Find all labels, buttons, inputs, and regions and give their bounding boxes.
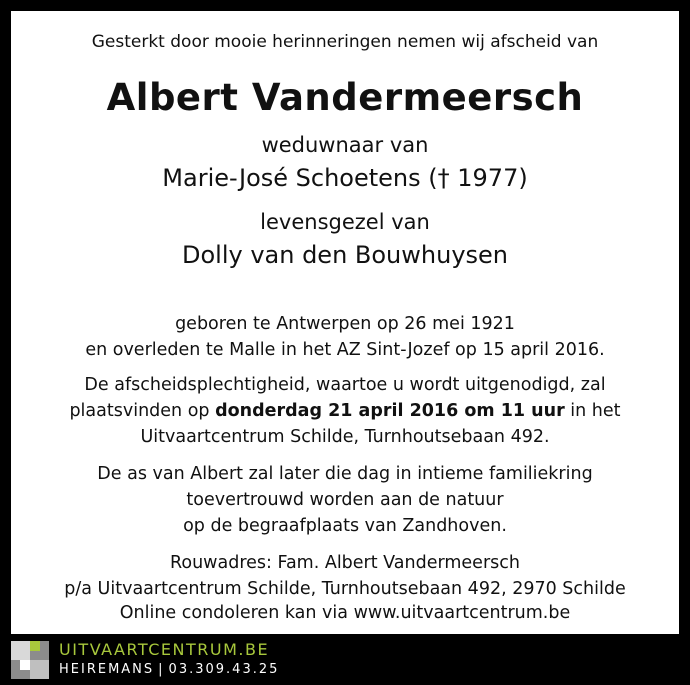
ashes-text-line: toevertrouwd worden aan de natuur [186, 490, 504, 510]
ashes-text-line: De as van Albert zal later die dag in intieme familiekring [97, 464, 593, 484]
separator: | [158, 662, 165, 677]
footer-bar [0, 634, 690, 685]
ceremony-post: in het [564, 401, 621, 421]
ceremony-date: donderdag 21 april 2016 om 11 uur [215, 401, 565, 421]
late-wife-name: Marie-José Schoetens († 1977) [162, 164, 528, 192]
relation-partner: levensgezel van [260, 210, 430, 234]
mourning-address-line: p/a Uitvaartcentrum Schilde, Turnhoutsebaan 492, 2970 Schilde [64, 579, 626, 599]
intro-text: Gesterkt door mooie herinneringen nemen wij afscheid van [91, 32, 599, 52]
relation-widower: weduwnaar van [261, 133, 429, 157]
ceremony-location-line: Uitvaartcentrum Schilde, Turnhoutsebaan 492. [140, 427, 550, 447]
partner-name: Dolly van den Bouwhuysen [181, 241, 508, 269]
mourning-address-line: Rouwadres: Fam. Albert Vandermeersch [170, 553, 520, 573]
ashes-text-line: op de begraafplaats van Zandhoven. [183, 516, 507, 536]
ceremony-text-line: De afscheidsplechtigheid, waartoe u wordt uitgenodigd, zal [84, 375, 606, 395]
company-info [59, 662, 279, 677]
condolence-link-line: Online condoleren kan via www.uitvaartcentrum.be [119, 603, 571, 623]
birth-text-line: geboren te Antwerpen op 26 mei 1921 [175, 314, 515, 334]
ceremony-pre: plaatsvinden op [69, 401, 216, 421]
company-name: HEIREMANS [59, 662, 155, 677]
death-text-line: en overleden te Malle in het AZ Sint-Jozef op 15 april 2016. [85, 340, 605, 360]
phone-number: 03.309.43.25 [168, 662, 280, 677]
funeral-home-logo-icon [11, 641, 49, 679]
ceremony-date-line [11, 401, 679, 421]
brand-name: UITVAARTCENTRUM.BE [59, 640, 270, 659]
obituary-card [11, 11, 679, 634]
deceased-name: Albert Vandermeersch [106, 76, 584, 119]
